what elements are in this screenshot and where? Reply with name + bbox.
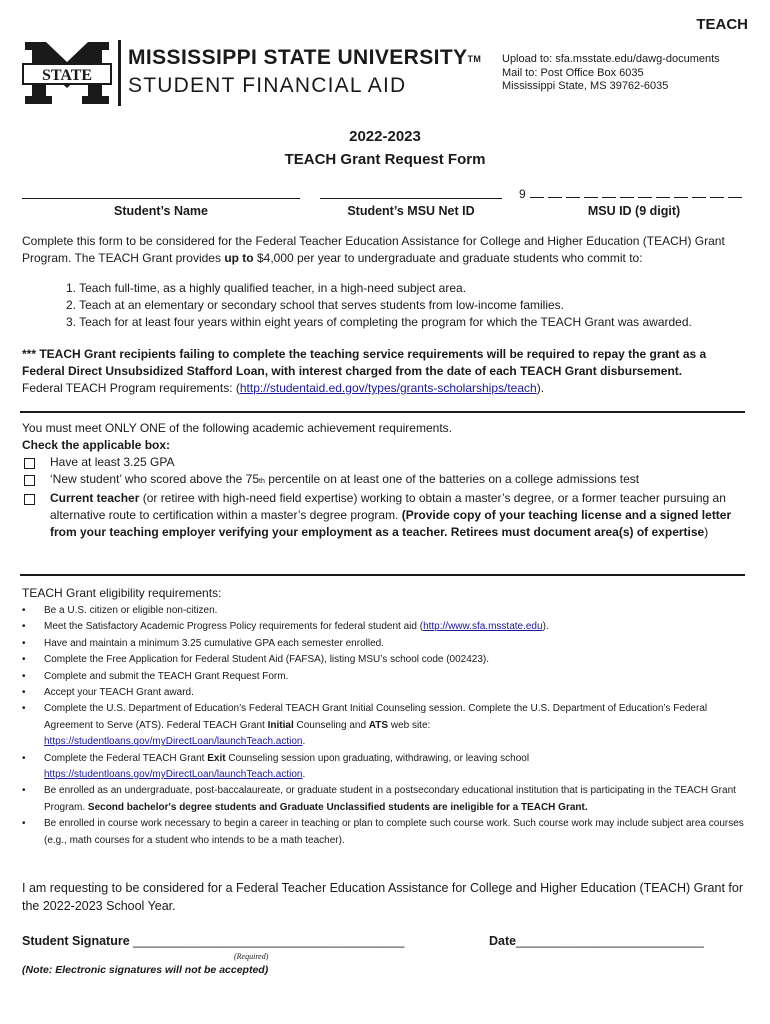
eligibility-text: Complete the U.S. Department of Education’s Federal TEACH Grant Initial Counseling session. Complete the U.S. Department of Education’s Federal Agreement to Serve (ATS). Federal TEACH Grant (44, 703, 708, 731)
requirements-suffix: ). (536, 381, 545, 395)
eligibility-text: Be a U.S. citizen or eligible non-citizen. (44, 605, 218, 616)
eligibility-text: Counseling and (293, 719, 369, 731)
upload-line: Upload to: sfa.msstate.edu/dawg-documents (502, 53, 720, 65)
intro-bold: up to (224, 251, 254, 265)
eligibility-text: web site: (388, 719, 431, 731)
sfa-link[interactable]: http://www.sfa.msstate.edu (423, 621, 543, 633)
request-statement: I am requesting to be considered for a Federal Teacher Education Assistance for College and Higher Education (TEACH) Grant for the 2022-2023 School Year. (22, 881, 743, 913)
date-line: ___________________________ (516, 934, 704, 948)
eligibility-text: . (302, 769, 306, 781)
university-label: MISSISSIPPI STATE UNIVERSITY (128, 46, 468, 69)
trademark: TM (467, 54, 482, 64)
signature-label: Student Signature (22, 934, 130, 948)
commitment-item: 1. Teach full-time, as a highly qualified teacher, in a high-need subject area. (66, 281, 467, 295)
eligibility-text: Complete the Free Application for Federal Student Aid (FAFSA), listing MSU’s school code (002423). (44, 654, 490, 666)
form-year: 2022-2023 (349, 128, 421, 145)
logo-word: STATE (41, 67, 93, 84)
repayment-warning (22, 346, 747, 397)
form-code: TEACH (696, 16, 748, 33)
bullet: • (22, 605, 26, 616)
gpa-option-label: Have at least 3.25 GPA (50, 455, 175, 469)
eligibility-text: . (302, 736, 306, 748)
date-label: Date (489, 934, 517, 948)
university-name (128, 46, 481, 70)
check-label: Check the applicable box: (22, 438, 171, 452)
eligibility-text: ). (542, 621, 549, 633)
list-item (22, 751, 747, 784)
list-item (22, 701, 747, 750)
academic-requirements (22, 420, 747, 541)
current-teacher-note: (Provide copy of your teaching license and a signed letter from your teaching employer verifying your employment as a teacher. Retirees must document area(s) of expertise (50, 508, 732, 539)
list-item (22, 636, 747, 652)
signature-line: _______________________________________ (133, 934, 405, 948)
current-teacher-heading: Current teacher (50, 491, 140, 505)
commitment-list (66, 280, 746, 331)
student-name-field[interactable] (22, 198, 300, 199)
msu-id-field[interactable] (519, 185, 742, 201)
gpa-checkbox[interactable] (24, 458, 35, 469)
commitment-item: 2. Teach at an elementary or secondary school that serves students from low-income families. (66, 298, 565, 312)
eligibility-heading: TEACH Grant eligibility requirements: (22, 586, 222, 600)
eligibility-text: Accept your TEACH Grant award. (44, 687, 194, 699)
eligibility-text: Complete the Federal TEACH Grant (44, 752, 208, 764)
eligibility-list (22, 603, 747, 849)
electronic-signature-note: (Note: Electronic signatures will not be accepted) (22, 964, 269, 976)
bullet: • (22, 621, 26, 633)
mail-line: Mail to: Post Office Box 6035 (502, 66, 644, 79)
academic-intro: You must meet ONLY ONE of the following academic achievement requirements. (22, 421, 452, 435)
eligibility-text: Counseling session upon graduating, withdrawing, or leaving school (225, 752, 530, 764)
section-divider (20, 574, 745, 576)
intro-paragraph (22, 233, 747, 267)
requirements-prefix: Federal TEACH Program requirements: ( (22, 381, 240, 395)
logo-divider (118, 40, 121, 106)
msu-id-prefix: 9 (519, 187, 526, 201)
department-name: STUDENT FINANCIAL AID (128, 74, 407, 97)
eligibility-text: Have and maintain a minimum 3.25 cumulative GPA each semester enrolled. (44, 637, 384, 649)
form-title: TEACH Grant Request Form (284, 151, 486, 168)
bullet: • (22, 752, 26, 764)
gpa-option (22, 454, 747, 471)
bullet: • (22, 818, 26, 830)
new-student-label: ‘New student’ who scored above the 75 (50, 472, 260, 486)
eligibility-text: Complete and submit the TEACH Grant Request Form. (44, 670, 289, 682)
current-teacher-option (22, 490, 747, 541)
date-field[interactable] (489, 934, 704, 948)
bullet: • (22, 785, 26, 797)
eligibility-bold: Initial (267, 719, 294, 731)
warning-text: *** TEACH Grant recipients failing to complete the teaching service requirements will be required to repay the grant as a Federal Direct Unsubsidized Stafford Loan, with interest charged from the date of each TEACH Grant disbursement. (22, 347, 707, 378)
city-line: Mississippi State, MS 39762-6035 (502, 80, 669, 92)
section-divider (20, 411, 745, 413)
list-item (22, 685, 747, 701)
eligibility-bold: Exit (207, 752, 226, 764)
eligibility-bold: Second bachelor's degree students and Graduate Unclassified students are ineligible for a TEACH Grant. (87, 801, 588, 813)
bullet: • (22, 703, 26, 715)
studentaid-link[interactable]: http://studentaid.ed.gov/types/grants-scholarships/teach (239, 381, 537, 395)
initial-counseling-link[interactable]: https://studentloans.gov/myDirectLoan/launchTeach.action (44, 736, 303, 748)
commitment-item: 3. Teach for at least four years within eight years of completing the program for which the TEACH Grant was awarded. (66, 315, 692, 329)
student-name-label: Student’s Name (113, 204, 208, 218)
list-item (22, 603, 747, 619)
new-student-option (22, 471, 747, 490)
required-note: (Required) (234, 952, 269, 961)
new-student-label-end: percentile on at least one of the batteries on a college admissions test (264, 472, 640, 486)
intro-text-end: $4,000 per year to undergraduate and graduate students who commit to: (253, 251, 643, 265)
eligibility-text: Be enrolled in course work necessary to begin a career in teaching or plan to complete such course work. Such course work may include subject area courses (e.g., math courses for a student who intends to be a math teacher). (44, 818, 744, 846)
eligibility-text: Meet the Satisfactory Academic Progress Policy requirements for federal student aid ( (44, 621, 424, 633)
bullet: • (22, 654, 26, 666)
bullet: • (22, 670, 26, 682)
intro-text: Complete this form to be considered for the Federal Teacher Education Assistance for College and Higher Education (TEACH) Grant Program. The TEACH Grant provides (22, 234, 725, 265)
net-id-field[interactable] (320, 198, 502, 199)
msu-m-logo-icon (22, 40, 112, 106)
exit-counseling-link[interactable]: https://studentloans.gov/myDirectLoan/launchTeach.action (44, 769, 303, 781)
current-teacher-checkbox[interactable] (24, 494, 35, 505)
msu-logo (22, 38, 492, 108)
list-item (22, 652, 747, 668)
submission-address (502, 53, 720, 94)
new-student-checkbox[interactable] (24, 475, 35, 486)
signature-field[interactable] (22, 934, 404, 948)
bullet: • (22, 687, 26, 699)
bullet: • (22, 637, 26, 649)
msu-id-label: MSU ID (9 digit) (587, 204, 681, 218)
ordinal-suffix: th (259, 478, 265, 485)
list-item (22, 816, 747, 849)
current-teacher-end: ) (704, 525, 709, 539)
list-item (22, 669, 747, 685)
list-item (22, 783, 747, 816)
list-item (22, 619, 747, 635)
current-teacher-text: (or retiree with high-need field expertise) working to obtain a master’s degree, or a former teacher pursuing an alternative route to certification within a master’s degree program. (50, 491, 726, 522)
eligibility-bold: ATS (368, 719, 389, 731)
eligibility-text: Be enrolled as an undergraduate, post-baccalaureate, or graduate student in a postsecondary educational institution that is participating in the TEACH Grant Program. (44, 785, 736, 813)
net-id-label: Student’s MSU Net ID (347, 204, 475, 218)
